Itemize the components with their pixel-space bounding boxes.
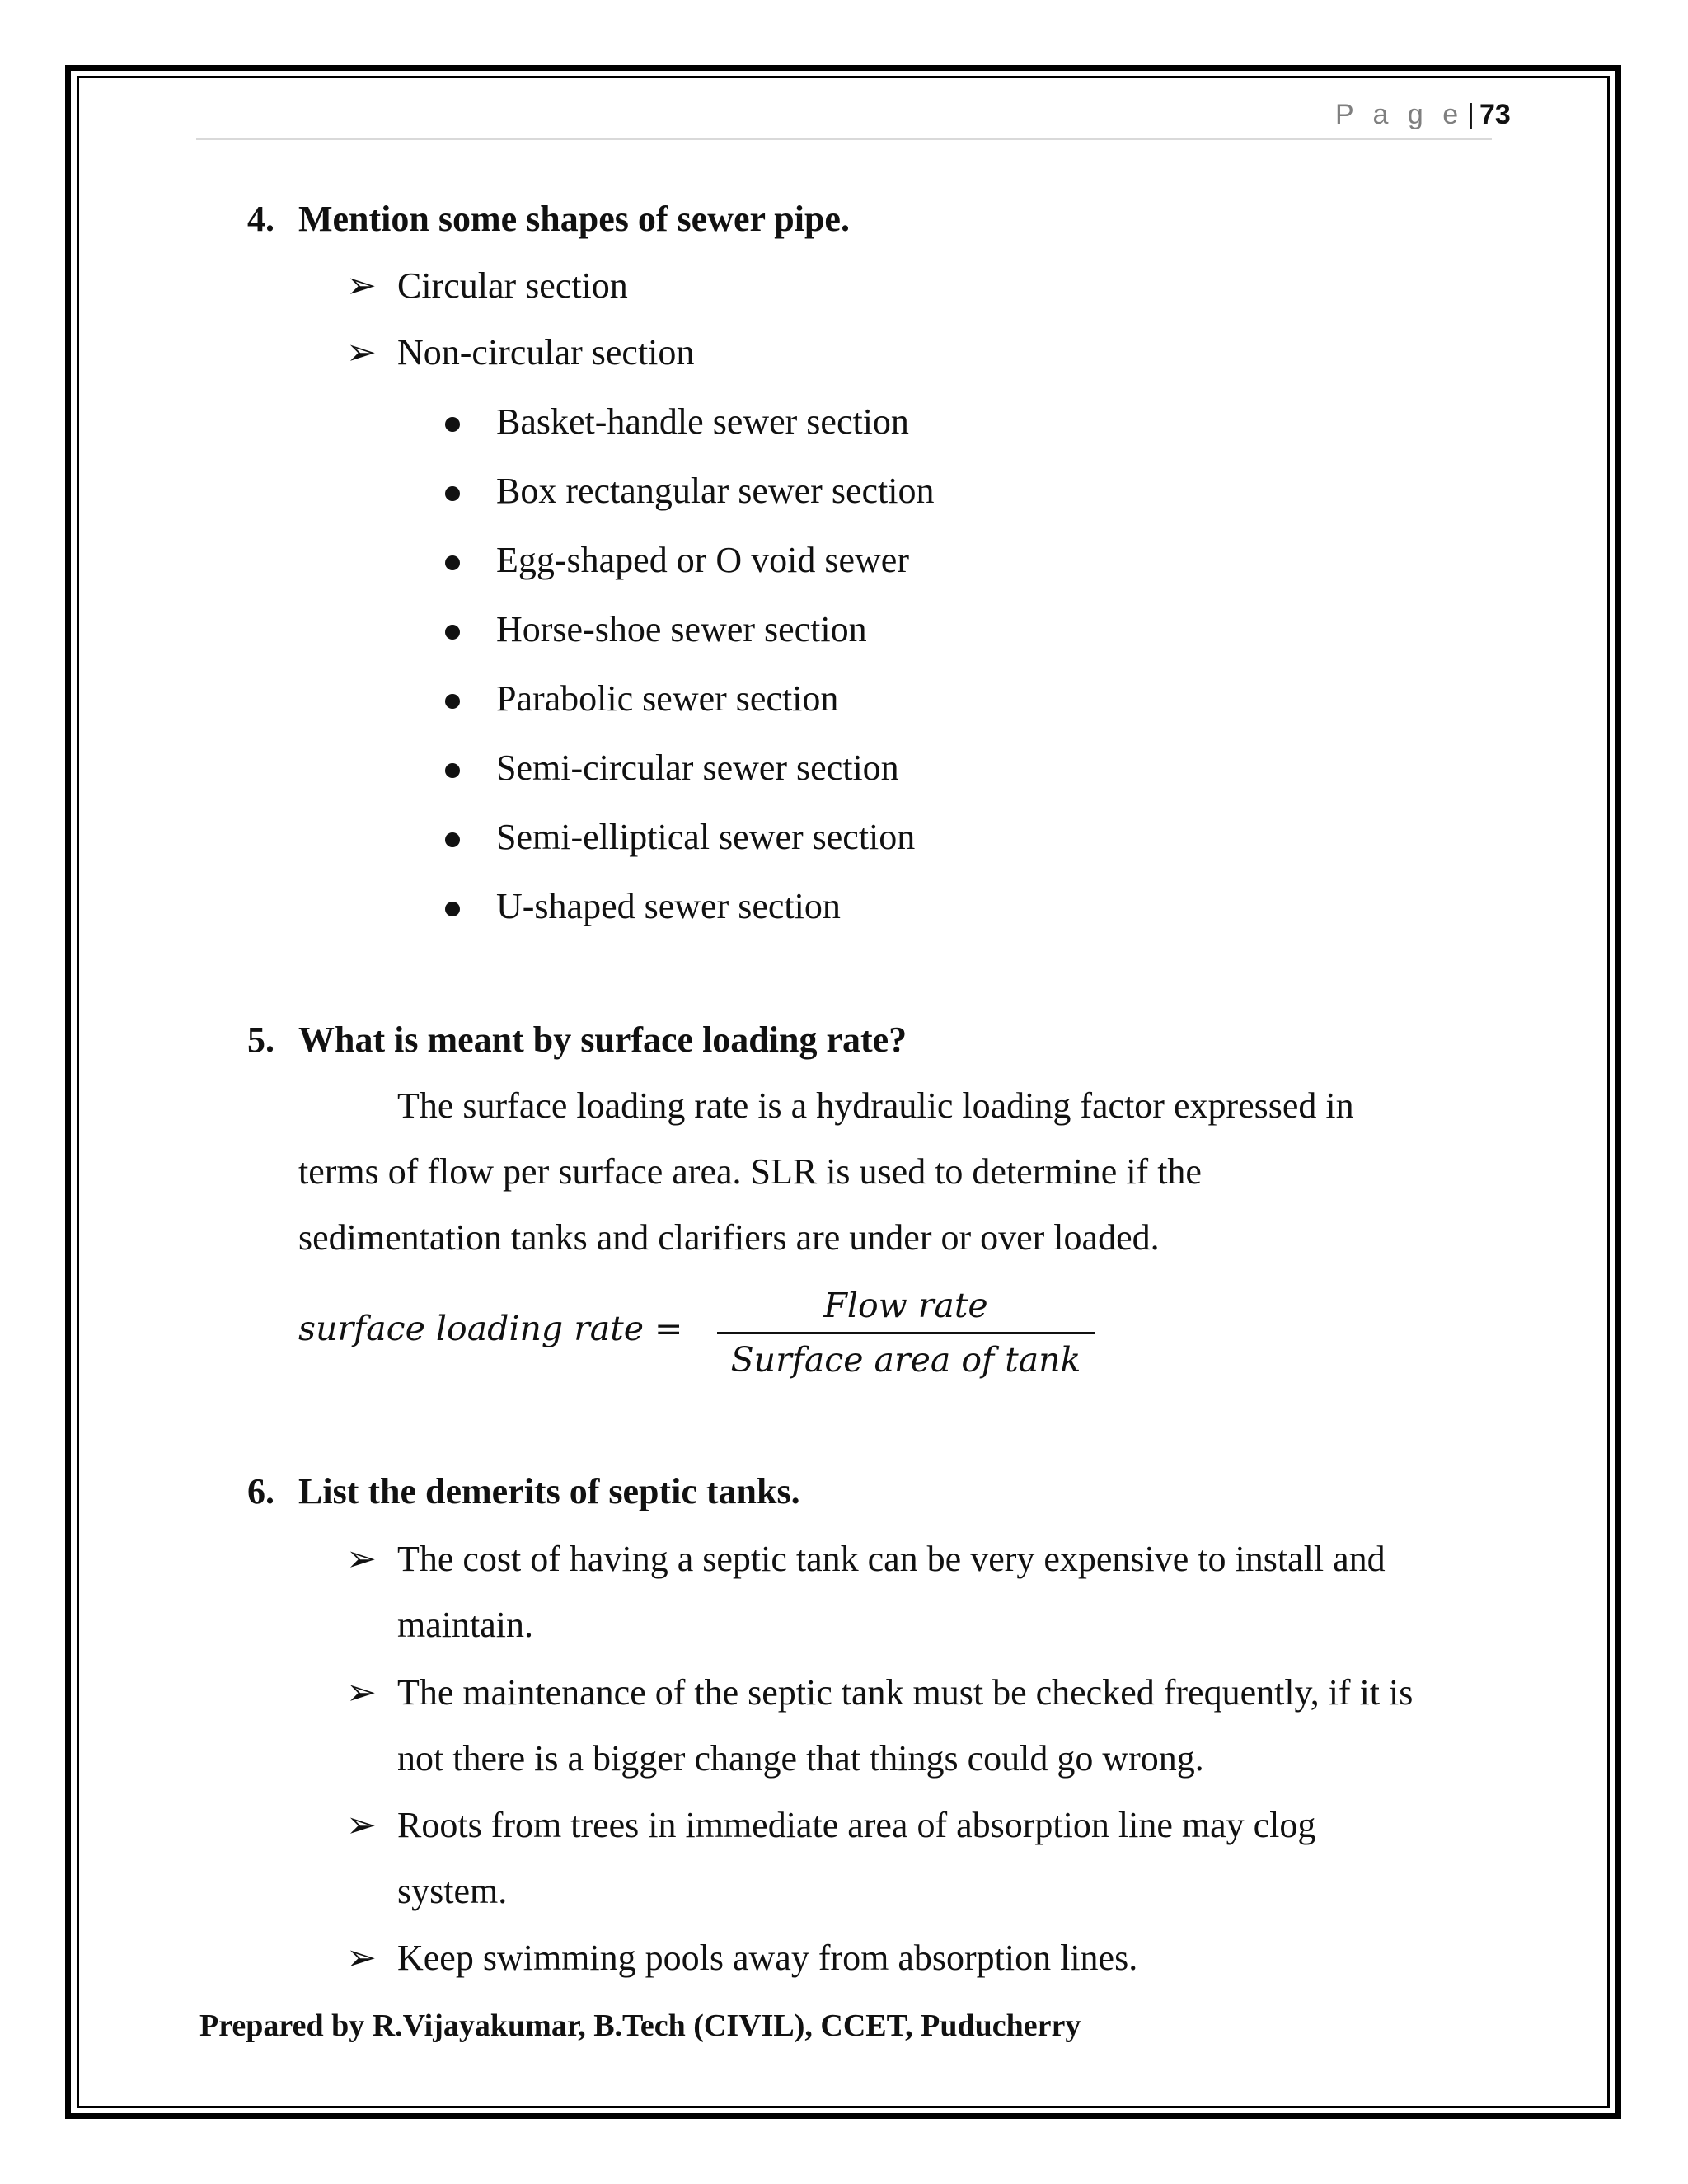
bullet-dot-icon (445, 625, 460, 640)
sub-list-item-text: Semi-circular sewer section (496, 748, 899, 788)
sub-list-item-text: U-shaped sewer section (496, 886, 841, 926)
arrow-bullet-icon: ➢ (346, 1539, 377, 1579)
list-item (346, 1925, 1137, 1991)
sub-list-item-text: Egg-shaped or O void sewer (496, 540, 909, 580)
footer-credit: Prepared by R.Vijayakumar, B.Tech (CIVIL), CCET, Puducherry (199, 2008, 1081, 2043)
sub-list-item-text: Horse-shoe sewer section (496, 609, 867, 649)
bullet-dot-icon (445, 417, 460, 432)
list-item (346, 253, 628, 319)
paragraph-line: sedimentation tanks and clarifiers are under or over loaded. (298, 1217, 1160, 1258)
sub-list-item-text: Box rectangular sewer section (496, 471, 935, 511)
sub-list-item-text: Parabolic sewer section (496, 678, 839, 719)
sub-list-item (445, 401, 909, 443)
page-separator: | (1467, 99, 1475, 130)
list-item-text-continued: system. (397, 1871, 508, 1911)
bullet-dot-icon (445, 832, 460, 847)
question-6-heading (247, 1470, 800, 1512)
list-item-text-continued: not there is a bigger change that things could go wrong. (397, 1738, 1204, 1779)
sub-list-item (445, 470, 934, 512)
sub-list-item (445, 747, 899, 789)
bullet-dot-icon (445, 555, 460, 570)
sub-list-item (445, 608, 867, 650)
question-6-title: List the demerits of septic tanks. (298, 1471, 800, 1511)
header-rule (196, 138, 1492, 140)
list-item (346, 1660, 1413, 1792)
arrow-bullet-icon: ➢ (346, 265, 377, 306)
page-header (1335, 99, 1511, 131)
list-item (346, 1793, 1315, 1924)
bullet-dot-icon (445, 902, 460, 916)
arrow-bullet-icon: ➢ (346, 332, 377, 373)
sub-list-item-text: Semi-elliptical sewer section (496, 817, 916, 857)
formula-lhs: surface loading rate = (298, 1309, 683, 1348)
paragraph-line: terms of flow per surface area. SLR is used to determine if the (298, 1151, 1202, 1192)
list-item-text: Keep swimming pools away from absorption lines. (397, 1938, 1138, 1978)
formula-denominator: Surface area of tank (730, 1340, 1081, 1380)
arrow-bullet-icon: ➢ (346, 1805, 377, 1845)
bullet-dot-icon (445, 486, 460, 501)
sub-list-item (445, 885, 841, 927)
question-5-number: 5. (247, 1019, 274, 1060)
sub-list-item (445, 539, 909, 581)
question-4-number: 4. (247, 199, 274, 239)
arrow-bullet-icon: ➢ (346, 1672, 377, 1713)
arrow-bullet-icon: ➢ (346, 1938, 377, 1978)
page-word: P a g e (1335, 99, 1465, 130)
list-item-text-continued: maintain. (397, 1605, 533, 1645)
page-number: 73 (1479, 99, 1511, 130)
list-item-text: Circular section (397, 265, 628, 306)
list-item-text: The maintenance of the septic tank must be checked frequently, if it is (397, 1672, 1414, 1713)
question-5-heading (247, 1019, 907, 1061)
sub-list-item (445, 816, 915, 858)
question-4-heading (247, 198, 850, 240)
list-item-text: The cost of having a septic tank can be very expensive to install and (397, 1539, 1386, 1579)
question-4-title: Mention some shapes of sewer pipe. (298, 199, 850, 239)
list-item (346, 320, 694, 386)
formula-fraction-bar (717, 1332, 1095, 1334)
sub-list-item-text: Basket-handle sewer section (496, 401, 909, 442)
question-5-title: What is meant by surface loading rate? (298, 1019, 907, 1060)
list-item (346, 1526, 1386, 1658)
bullet-dot-icon (445, 763, 460, 778)
list-item-text: Roots from trees in immediate area of absorption line may clog (397, 1805, 1316, 1845)
list-item-text: Non-circular section (397, 332, 695, 373)
formula-numerator: Flow rate (823, 1286, 988, 1325)
paragraph-line: The surface loading rate is a hydraulic loading factor expressed in (397, 1085, 1354, 1126)
sub-list-item (445, 677, 838, 719)
bullet-dot-icon (445, 694, 460, 709)
question-6-number: 6. (247, 1471, 274, 1511)
